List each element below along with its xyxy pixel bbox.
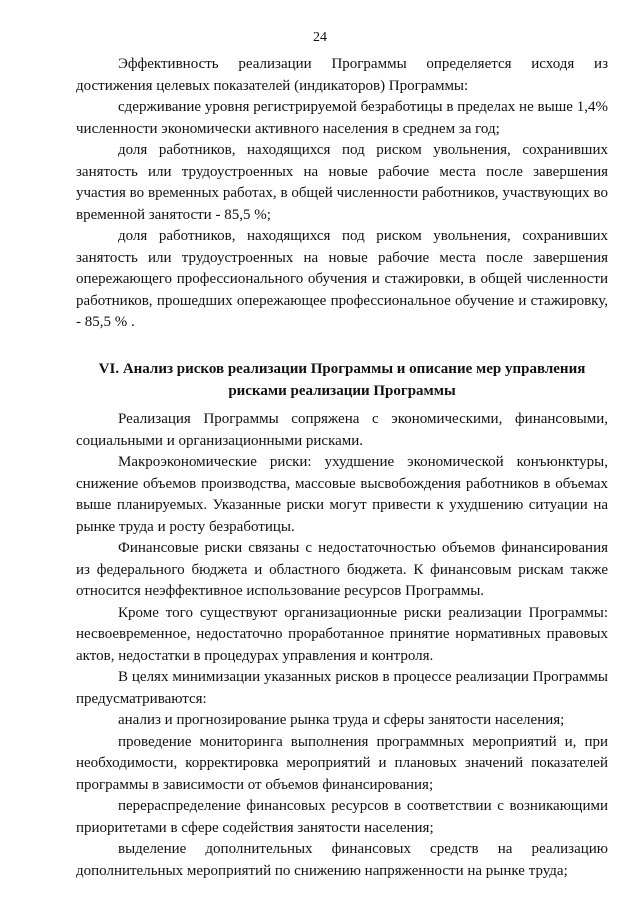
risk-section bbox=[76, 409, 608, 882]
section-heading bbox=[76, 359, 608, 402]
paragraph: В целях минимизации указанных рисков в процессе реализации Программы предусматриваются: bbox=[76, 669, 608, 707]
paragraph: доля работников, находящихся под риском увольнения, сохранивших занятость или трудоустроенных на новые рабочие места после завершения участия во временных работах, в общей численности работников, участвующих во временной занятости - 85,5 %; bbox=[76, 142, 608, 223]
paragraph: анализ и прогнозирование рынка труда и сферы занятости населения; bbox=[118, 712, 565, 728]
paragraph: Эффективность реализации Программы определяется исходя из достижения целевых показателей (индикаторов) Программы: bbox=[76, 56, 608, 94]
intro-section bbox=[76, 54, 608, 334]
paragraph: Финансовые риски связаны с недостаточностью объемов финансирования из федерального бюджета и областного бюджета. К финансовым рискам также относится неэффективное использование ресурсов Программы. bbox=[76, 540, 608, 599]
paragraph: Реализация Программы сопряжена с экономическими, финансовыми, социальными и организационными рисками. bbox=[76, 411, 608, 449]
section-heading-line: рисками реализации Программы bbox=[228, 382, 456, 399]
page-number: 24 bbox=[313, 30, 327, 45]
paragraph: Кроме того существуют организационные риски реализации Программы: несвоевременное, недостаточно проработанное принятие нормативных правовых актов, недостатки в процедурах управления и контроля. bbox=[76, 604, 608, 664]
section-heading-line: VI. Анализ рисков реализации Программы и описание мер управления bbox=[98, 361, 586, 377]
paragraph: выделение дополнительных финансовых средств на реализацию дополнительных мероприятий по снижению напряженности на рынке труда; bbox=[76, 841, 608, 879]
paragraph: доля работников, находящихся под риском увольнения, сохранивших занятость или трудоустроенных на новые рабочие места после завершения опережающего профессионального обучения и стажировки, в общей численности работников, прошедших опережающее профессиональное обучение и стажировку, - 85,5 % . bbox=[76, 228, 608, 330]
paragraph: перераспределение финансовых ресурсов в соответствии с возникающими приоритетами в сфере содействия занятости населения; bbox=[76, 798, 608, 836]
paragraph: сдерживание уровня регистрируемой безработицы в пределах не выше 1,4% численности экономически активного населения в среднем за год; bbox=[76, 99, 608, 137]
paragraph: Макроэкономические риски: ухудшение экономической конъюнктуры, снижение объемов производства, массовые высвобождения работников в объемах выше планируемых. Указанные риски могут привести к ухудшению ситуации на рынке труда и росту безработицы. bbox=[76, 454, 608, 535]
paragraph: проведение мониторинга выполнения программных мероприятий и, при необходимости, корректировка мероприятий и плановых значений показателей программы в зависимости от объемов финансирования; bbox=[76, 733, 608, 793]
